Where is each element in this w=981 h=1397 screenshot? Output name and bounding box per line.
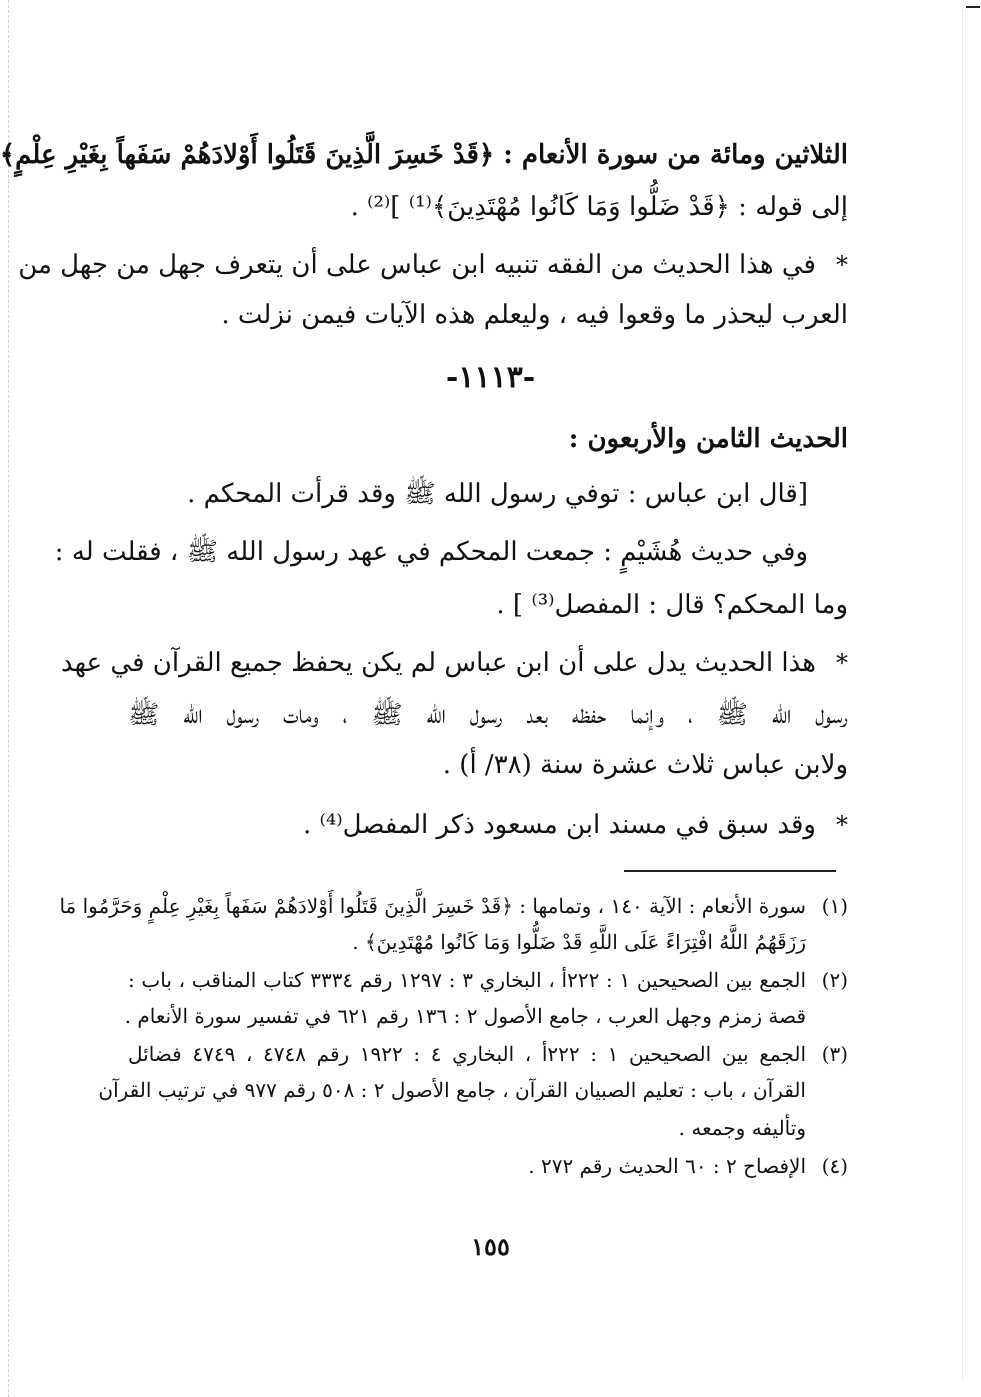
section-title: الحديث الثامن والأربعون : <box>568 424 848 454</box>
page-number: ١٥٥ <box>471 1232 510 1261</box>
text-line: ولابن عباس ثلاث عشرة سنة (٣٨/ أ) . <box>442 750 848 780</box>
page-edge-right <box>962 10 963 1380</box>
bullet-star: * <box>836 251 848 279</box>
footnote-line: الجمع بين الصحيحين ١ : ٢٢٢أ ، البخاري ٤ : ١٩٢٢ رقم ٤٧٤٨ ، ٤٧٤٩ فضائل <box>128 1042 806 1066</box>
text-line: العرب ليحذر ما وقعوا فيه ، وليعلم هذه الآيات فيمن نزلت . <box>221 300 848 330</box>
footnote-number: (١) <box>821 894 848 918</box>
footnote-line: الجمع بين الصحيحين ١ : ٢٢٢أ ، البخاري ٣ : ١٢٩٧ رقم ٣٣٣٤ كتاب المناقب ، باب : <box>128 968 807 992</box>
footnote-number: (٣) <box>821 1042 848 1066</box>
footnote-line: قصة زمزم وجهل العرب ، جامع الأصول ٢ : ١٣٦ رقم ٦٢١ في تفسير سورة الأنعام . <box>124 1004 806 1028</box>
footnote-number: (٤) <box>821 1154 848 1178</box>
text-line: [قال ابن عباس : توفي رسول الله ﷺ وقد قرأت المحكم . <box>187 479 808 509</box>
text-line: وقد سبق في مسند ابن مسعود ذكر المفصل⁽⁴⁾ . <box>302 810 816 840</box>
page-edge-left <box>8 0 9 1397</box>
text-line: إلى قوله : ﴿قَدْ ضَلُّوا وَمَا كَانُوا مُهْتَدِينَ﴾⁽¹⁾ ]⁽²⁾ . <box>350 192 848 222</box>
text-line: في هذا الحديث من الفقه تنبيه ابن عباس على أن يتعرف جهل من جهل من <box>18 250 816 280</box>
footnote-line: القرآن ، باب : تعليم الصبيان القرآن ، جامع الأصول ٢ : ٥٠٨ رقم ٩٧٧ في ترتيب القرآن <box>98 1078 806 1102</box>
footnote-number: (٢) <box>821 968 848 992</box>
text-line: هذا الحديث يدل على أن ابن عباس لم يكن يحفظ جميع القرآن في عهد <box>61 648 816 678</box>
text-line: الثلاثين ومائة من سورة الأنعام : ﴿قَدْ خَسِرَ الَّذِينَ قَتَلُوا أَوْلادَهُمْ سَفَهاً بِغَيْرِ عِلْمٍ﴾ <box>0 140 848 170</box>
footnote-line: الإفصاح ٢ : ٦٠ الحديث رقم ٢٧٢ . <box>528 1154 806 1178</box>
footnote-line: رَزَقَهُمُ اللَّهُ افْتِرَاءً عَلَى اللَّهِ قَدْ ضَلُّوا وَمَا كَانُوا مُهْتَدِينَ﴾ . <box>352 930 806 954</box>
footnote-line: وتأليفه وجمعه . <box>678 1116 806 1140</box>
footnote-line: سورة الأنعام : الآية ١٤٠ ، وتمامها : ﴿قَدْ خَسِرَ الَّذِينَ قَتَلُوا أَوْلادَهُمْ سَفَهاً بِغَيْرِ عِلْمٍ وَحَرَّمُوا مَا <box>59 894 806 918</box>
scan-mark <box>966 6 980 8</box>
footnote-separator <box>624 870 836 872</box>
text-line: وما المحكم؟ قال : المفصل⁽³⁾ ] . <box>496 590 848 620</box>
bullet-star: * <box>836 811 848 839</box>
hadith-number: -١١١٣- <box>445 360 536 395</box>
text-line: وفي حديث هُشَيْمٍ : جمعت المحكم في عهد رسول الله ﷺ ، فقلت له : <box>54 537 808 567</box>
bullet-star: * <box>836 649 848 677</box>
text-line: رسول الله ﷺ ، وإنما حفظه بعد رسول الله ﷺ ، ومات رسول الله ﷺ <box>128 700 848 730</box>
